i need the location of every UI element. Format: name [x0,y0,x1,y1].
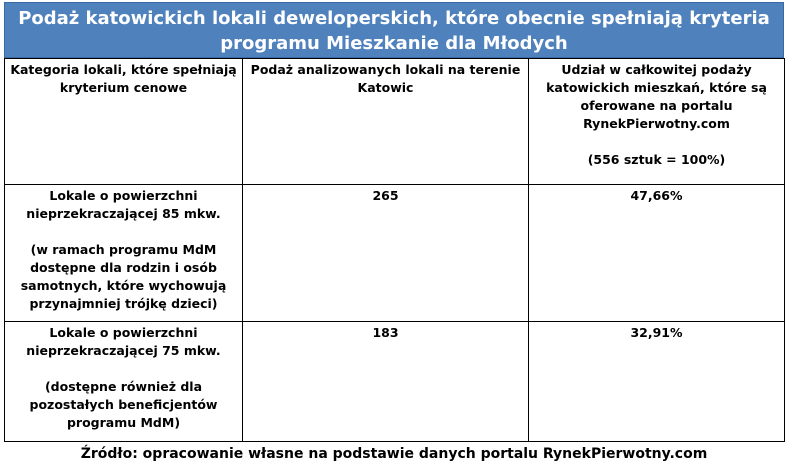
row-2-note-line-2: pozostałych beneficjentów [29,397,218,412]
table-title [4,2,784,58]
row-2-category [5,322,243,442]
row-1-note-line-3: samotnych, które wychowują [20,278,227,293]
data-table [4,58,785,442]
row-2-share: 32,91% [529,322,785,442]
row-2-note-line-3: programu MdM) [66,415,181,430]
header-share-line-1: Udział w całkowitej podaży [561,62,752,77]
header-share-line-2: katowickich mieszkań, które są [546,80,767,95]
spacer [9,360,238,378]
row-1-category [5,185,243,322]
row-2-category-line-2: nieprzekraczającej 75 mkw. [26,343,221,358]
header-supply [243,59,529,185]
header-category [5,59,243,185]
row-1-category-line-1: Lokale o powierzchni [49,188,198,203]
row-1-category-line-2: nieprzekraczającej 85 mkw. [26,206,221,221]
row-2-category-line-1: Lokale o powierzchni [49,325,198,340]
header-share-line-4: RynekPierwotny.com [583,116,730,131]
table-title-line-1: Podaż katowickich lokali deweloperskich, które obecnie spełniają kryteria [18,8,770,29]
header-supply-line-2: Katowic [357,80,414,95]
row-1-note-line-2: dostępne dla rodzin i osób [30,260,217,275]
spacer [533,133,780,151]
row-1-note-line-1: (w ramach programu MdM [30,242,217,257]
header-category-line-1: Kategoria lokali, które spełniają [10,62,237,77]
header-share [529,59,785,185]
source-caption: Źródło: opracowanie własne na podstawie danych portalu RynekPierwotny.com [80,446,708,462]
table-header-row [5,59,785,185]
row-1-supply: 265 [243,185,529,322]
header-share-note: (556 sztuk = 100%) [587,152,726,167]
header-supply-line-1: Podaż analizowanych lokali na terenie [250,62,521,77]
table-row [5,185,785,322]
table-title-line-2: programu Mieszkanie dla Młodych [220,33,568,54]
header-share-line-3: oferowane na portalu [580,98,733,113]
row-2-note-line-1: (dostępne również dla [44,379,203,394]
row-1-note-line-4: przynajmniej trójkę dzieci) [29,296,218,311]
spacer [9,223,238,241]
table-row [5,322,785,442]
row-1-share: 47,66% [529,185,785,322]
row-2-supply: 183 [243,322,529,442]
header-category-line-2: kryterium cenowe [59,80,188,95]
